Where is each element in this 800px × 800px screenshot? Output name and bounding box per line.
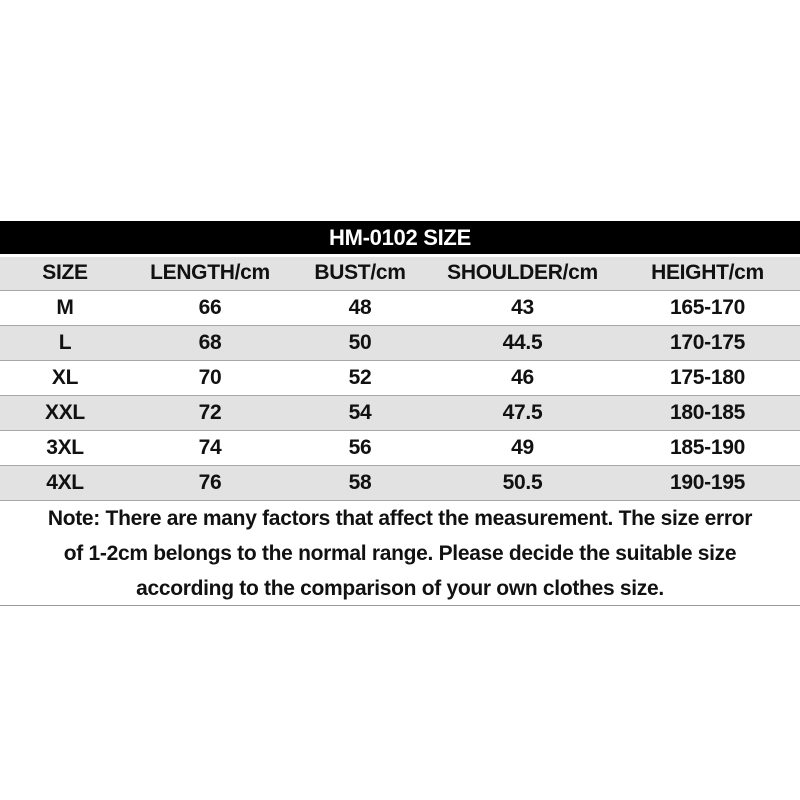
cell-size: XXL: [45, 400, 85, 424]
column-header-bust: BUST/cm: [314, 261, 406, 285]
column-header-shoulder: SHOULDER/cm: [447, 261, 598, 285]
cell-height: 170-175: [670, 330, 745, 354]
cell-size: M: [56, 295, 74, 319]
cell-shoulder: 43: [511, 295, 534, 319]
cell-length: 66: [198, 295, 222, 319]
size-chart-title: HM-0102 SIZE: [329, 224, 471, 250]
size-chart-title-bar: [0, 221, 800, 254]
cell-shoulder: 49: [511, 435, 534, 459]
cell-size: 3XL: [46, 435, 84, 459]
cell-shoulder: 47.5: [502, 400, 543, 424]
size-table: [0, 257, 800, 500]
column-header-size: SIZE: [42, 261, 88, 285]
header-row: [0, 257, 800, 290]
cell-shoulder: 44.5: [502, 330, 543, 354]
cell-length: 70: [198, 365, 222, 389]
table-row-xl: [0, 360, 800, 395]
note-line: Note: There are many factors that affect the measurement. The size error: [47, 506, 753, 530]
size-chart: [0, 221, 800, 606]
cell-bust: 50: [348, 330, 372, 354]
cell-length: 74: [198, 435, 222, 459]
cell-length: 72: [198, 400, 222, 424]
cell-size: 4XL: [46, 470, 84, 494]
cell-bust: 58: [348, 470, 372, 494]
cell-height: 185-190: [670, 435, 745, 459]
table-row-4xl: [0, 465, 800, 500]
cell-height: 165-170: [670, 295, 745, 319]
note-line: of 1-2cm belongs to the normal range. Please decide the suitable size: [63, 541, 737, 565]
cell-shoulder: 50.5: [502, 470, 543, 494]
cell-bust: 56: [348, 435, 372, 459]
size-table-header: [0, 257, 800, 290]
cell-size: XL: [51, 365, 79, 389]
cell-length: 68: [198, 330, 222, 354]
note-line: according to the comparison of your own clothes size.: [136, 576, 664, 600]
table-row-3xl: [0, 430, 800, 465]
cell-bust: 52: [348, 365, 372, 389]
cell-height: 180-185: [670, 400, 745, 424]
cell-bust: 48: [348, 295, 372, 319]
size-table-body: [0, 290, 800, 500]
table-row-xxl: [0, 395, 800, 430]
column-header-length: LENGTH/cm: [150, 261, 270, 285]
cell-bust: 54: [348, 400, 372, 424]
table-row-m: [0, 290, 800, 325]
cell-size: L: [58, 330, 72, 354]
cell-shoulder: 46: [511, 365, 534, 389]
cell-height: 175-180: [670, 365, 745, 389]
cell-length: 76: [198, 470, 222, 494]
table-row-l: [0, 325, 800, 360]
measurement-note: [0, 500, 800, 606]
cell-height: 190-195: [670, 470, 745, 494]
column-header-height: HEIGHT/cm: [651, 261, 764, 285]
